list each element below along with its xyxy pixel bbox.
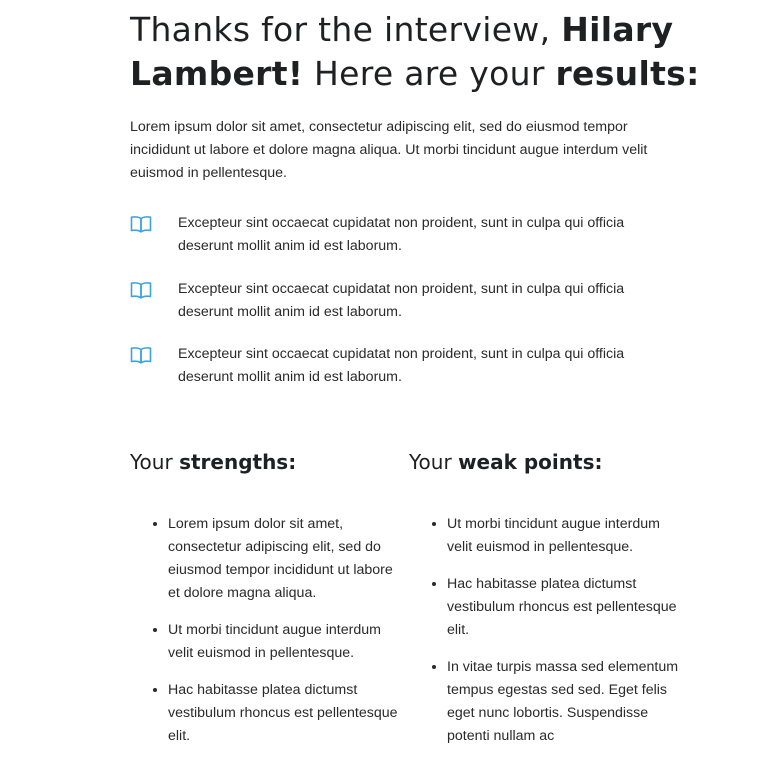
strength-item: • Ut morbi tincidunt augue interdum velit euismod in pellentesque. bbox=[168, 619, 398, 665]
candidate-name: Hilary Lambert! bbox=[130, 10, 674, 93]
strength-item: • Lorem ipsum dolor sit amet, consectetur adipiscing elit, sed do eiusmod tempor incididunt ut labore et dolore magna aliqua. bbox=[168, 513, 398, 605]
feature-item bbox=[130, 212, 670, 278]
title-part-2: Here are your bbox=[303, 54, 556, 93]
open-book-icon bbox=[130, 278, 178, 299]
strengths-list bbox=[130, 513, 398, 762]
weak-points-title-bold: weak points: bbox=[458, 450, 603, 474]
strengths-title-prefix: Your bbox=[130, 450, 180, 474]
weak-points-title-prefix: Your bbox=[409, 450, 459, 474]
weak-points-list bbox=[409, 513, 679, 762]
feature-text: Excepteur sint occaecat cupidatat non proident, sunt in culpa qui officia deserunt mollit anim id est laborum. bbox=[178, 346, 625, 385]
intro-paragraph: Lorem ipsum dolor sit amet, consectetur adipiscing elit, sed do eiusmod tempor incididunt ut labore et dolore magna aliqua. Ut morbi tincidunt augue interdum velit euismod in pellentesque. bbox=[130, 119, 648, 181]
weak-point-item: • Ut morbi tincidunt augue interdum velit euismod in pellentesque. bbox=[447, 513, 679, 559]
feature-list bbox=[130, 212, 670, 409]
open-book-icon bbox=[130, 212, 178, 233]
open-book-icon bbox=[130, 343, 178, 364]
feature-item bbox=[130, 343, 670, 409]
weak-points-title bbox=[409, 448, 602, 476]
feature-text: Excepteur sint occaecat cupidatat non proident, sunt in culpa qui officia deserunt mollit anim id est laborum. bbox=[178, 280, 625, 320]
strengths-title bbox=[130, 448, 296, 476]
feature-item bbox=[130, 278, 670, 344]
strengths-title-bold: strengths: bbox=[179, 450, 297, 474]
title-results: results: bbox=[555, 54, 700, 93]
title-part-1: Thanks for the interview, bbox=[130, 10, 562, 49]
page-title bbox=[130, 8, 730, 96]
weak-point-item: • In vitae turpis massa sed elementum tempus egestas sed sed. Eget felis eget nunc lobortis. Suspendisse potenti nullam ac bbox=[447, 656, 679, 748]
feature-text: Excepteur sint occaecat cupidatat non proident, sunt in culpa qui officia deserunt mollit anim id est laborum. bbox=[178, 215, 625, 254]
weak-point-item: • Hac habitasse platea dictumst vestibulum rhoncus est pellentesque elit. bbox=[447, 573, 679, 642]
strength-item: • Hac habitasse platea dictumst vestibulum rhoncus est pellentesque elit. bbox=[168, 679, 398, 748]
